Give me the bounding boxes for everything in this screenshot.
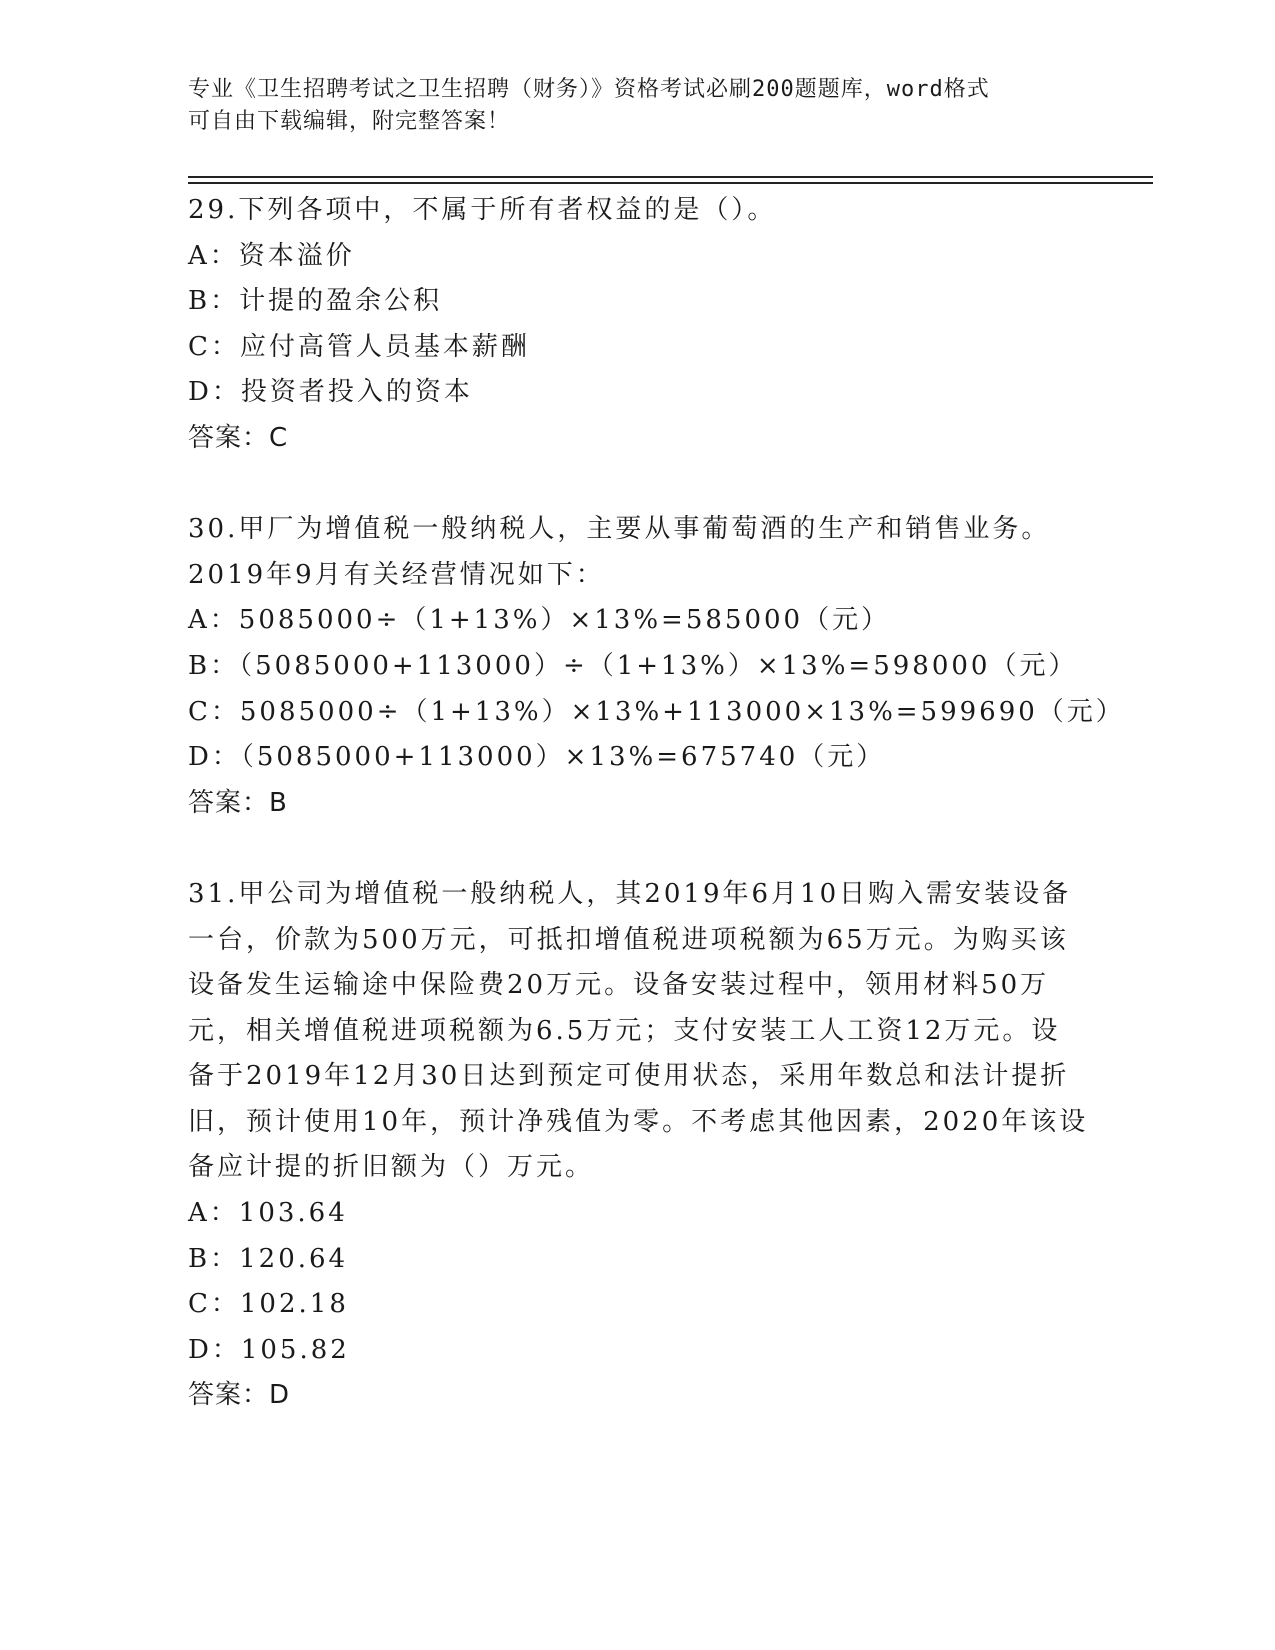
option-c: C：5085000÷（1+13%）×13%+113000×13%=599690（元）: [188, 696, 1125, 727]
header-divider: [188, 182, 1153, 184]
question-block: [188, 188, 1088, 462]
header-line: 专业《卫生招聘考试之卫生招聘（财务）》资格考试必刷200题题库，word格式: [188, 77, 990, 102]
option-d: D：（5085000+113000）×13%=675740（元）: [188, 742, 886, 773]
document-header: [188, 74, 1088, 138]
option-d: D：投资者投入的资本: [188, 377, 473, 408]
option-b: B：计提的盈余公积: [188, 286, 443, 317]
header-divider: [188, 176, 1153, 178]
question-stem: 元，相关增值税进项税额为6.5万元；支付安装工人工资12万元。设: [188, 1015, 1061, 1046]
question-stem: 2019年9月有关经营情况如下：: [188, 559, 605, 590]
question-stem: 31.甲公司为增值税一般纳税人，其2019年6月10日购入需安装设备: [188, 878, 1072, 909]
question-block: [188, 507, 1125, 826]
question-stem: 设备发生运输途中保险费20万元。设备安装过程中，领用材料50万: [188, 970, 1050, 1001]
question-stem: 备应计提的折旧额为（）万元。: [188, 1152, 595, 1183]
option-b: B：120.64: [188, 1243, 349, 1274]
question-stem: 备于2019年12月30日达到预定可使用状态，采用年数总和法计提折: [188, 1061, 1070, 1092]
option-c: C：102.18: [188, 1289, 349, 1320]
question-stem: 30.甲厂为增值税一般纳税人，主要从事葡萄酒的生产和销售业务。: [188, 514, 1051, 545]
question-stem: 29.下列各项中，不属于所有者权益的是（）。: [188, 195, 777, 225]
option-b: B：（5085000+113000）÷（1+13%）×13%=598000（元）: [188, 650, 1078, 681]
spacer: [188, 462, 1088, 508]
answer: 答案：D: [188, 1380, 291, 1411]
question-stem: 一台，价款为500万元，可抵扣增值税进项税额为65万元。为购买该: [188, 924, 1069, 955]
header-line: 可自由下载编辑，附完整答案！: [188, 109, 511, 134]
option-d: D：105.82: [188, 1334, 350, 1365]
spacer: [188, 826, 1088, 872]
question-block: [188, 872, 1088, 1419]
question-stem: 旧，预计使用10年，预计净残值为零。不考虑其他因素，2020年该设: [188, 1106, 1089, 1137]
option-a: A：资本溢价: [188, 240, 355, 271]
question-list: [188, 188, 1125, 1419]
answer: 答案：C: [188, 422, 289, 453]
option-a: A：5085000÷（1+13%）×13%=585000（元）: [188, 605, 891, 636]
answer: 答案：B: [188, 787, 288, 818]
option-a: A：103.64: [188, 1198, 348, 1229]
option-c: C：应付高管人员基本薪酬: [188, 331, 530, 362]
